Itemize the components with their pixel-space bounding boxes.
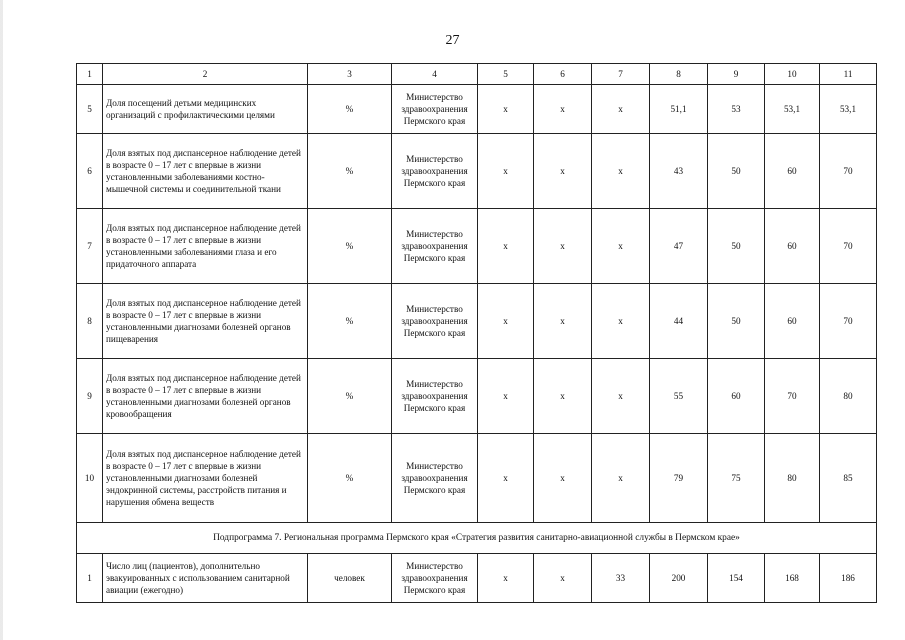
value-cell: 70 <box>765 359 820 434</box>
value-cell: х <box>534 554 592 603</box>
value-cell: 186 <box>820 554 877 603</box>
unit-cell: % <box>308 434 392 523</box>
subprogram-row <box>77 523 877 554</box>
value-cell: 85 <box>820 434 877 523</box>
page-number: 27 <box>445 33 460 48</box>
unit-cell: % <box>308 85 392 134</box>
org-cell: Министерство здравоохранения Пермского края <box>392 85 478 134</box>
row-number: 1 <box>77 554 103 603</box>
header-cell: 8 <box>650 64 708 85</box>
header-cell: 2 <box>103 64 308 85</box>
value-cell: х <box>534 284 592 359</box>
indicator-name: Доля взятых под диспансерное наблюдение детей в возрасте 0 – 17 лет с впервые в жизни установленными диагнозами болезней органов пищеварения <box>103 284 308 359</box>
indicator-name: Доля взятых под диспансерное наблюдение детей в возрасте 0 – 17 лет с впервые в жизни установленными диагнозами болезней эндокринной системы, расстройств питания и нарушения обмена веществ <box>103 434 308 523</box>
value-cell: х <box>478 85 534 134</box>
org-cell: Министерство здравоохранения Пермского края <box>392 284 478 359</box>
value-cell: х <box>592 209 650 284</box>
value-cell: 80 <box>765 434 820 523</box>
unit-cell: % <box>308 284 392 359</box>
value-cell: х <box>534 209 592 284</box>
value-cell: х <box>534 434 592 523</box>
value-cell: 60 <box>708 359 765 434</box>
row-number: 7 <box>77 209 103 284</box>
value-cell: 70 <box>820 134 877 209</box>
header-cell: 10 <box>765 64 820 85</box>
value-cell: 70 <box>820 284 877 359</box>
table-row <box>77 359 877 434</box>
value-cell: х <box>592 434 650 523</box>
indicator-name: Доля взятых под диспансерное наблюдение детей в возрасте 0 – 17 лет с впервые в жизни установленными заболеваниями глаза и его придаточного аппарата <box>103 209 308 284</box>
row-number: 6 <box>77 134 103 209</box>
value-cell: 70 <box>820 209 877 284</box>
table-row <box>77 209 877 284</box>
value-cell: х <box>478 554 534 603</box>
value-cell: х <box>478 209 534 284</box>
header-cell: 4 <box>392 64 478 85</box>
value-cell: 60 <box>765 134 820 209</box>
indicator-name: Доля взятых под диспансерное наблюдение детей в возрасте 0 – 17 лет с впервые в жизни установленными диагнозами болезней органов кровообращения <box>103 359 308 434</box>
value-cell: х <box>592 359 650 434</box>
value-cell: х <box>478 434 534 523</box>
value-cell: 60 <box>765 284 820 359</box>
value-cell: х <box>592 284 650 359</box>
unit-cell: % <box>308 209 392 284</box>
value-cell: х <box>534 85 592 134</box>
table-row <box>77 284 877 359</box>
value-cell: 60 <box>765 209 820 284</box>
value-cell: 75 <box>708 434 765 523</box>
indicator-name: Доля посещений детьми медицинских организаций с профилактическими целями <box>103 85 308 134</box>
org-cell: Министерство здравоохранения Пермского края <box>392 554 478 603</box>
unit-cell: человек <box>308 554 392 603</box>
value-cell: 47 <box>650 209 708 284</box>
row-number: 5 <box>77 85 103 134</box>
row-number: 8 <box>77 284 103 359</box>
value-cell: х <box>592 85 650 134</box>
unit-cell: % <box>308 359 392 434</box>
header-cell: 1 <box>77 64 103 85</box>
value-cell: 50 <box>708 134 765 209</box>
value-cell: х <box>534 134 592 209</box>
value-cell: 50 <box>708 284 765 359</box>
org-cell: Министерство здравоохранения Пермского края <box>392 434 478 523</box>
row-number: 9 <box>77 359 103 434</box>
value-cell: х <box>478 134 534 209</box>
value-cell: х <box>592 134 650 209</box>
header-cell: 9 <box>708 64 765 85</box>
header-cell: 7 <box>592 64 650 85</box>
value-cell: 43 <box>650 134 708 209</box>
value-cell: 53,1 <box>820 85 877 134</box>
value-cell: 154 <box>708 554 765 603</box>
org-cell: Министерство здравоохранения Пермского края <box>392 359 478 434</box>
value-cell: 44 <box>650 284 708 359</box>
indicators-table <box>76 63 877 603</box>
subprogram-title: Подпрограмма 7. Региональная программа Пермского края «Стратегия развития санитарно-авиационной службы в Пермском крае» <box>77 523 877 554</box>
value-cell: 200 <box>650 554 708 603</box>
header-cell: 3 <box>308 64 392 85</box>
value-cell: 53,1 <box>765 85 820 134</box>
table-row <box>77 134 877 209</box>
value-cell: 80 <box>820 359 877 434</box>
value-cell: х <box>478 359 534 434</box>
value-cell: 53 <box>708 85 765 134</box>
unit-cell: % <box>308 134 392 209</box>
row-number: 10 <box>77 434 103 523</box>
value-cell: х <box>534 359 592 434</box>
value-cell: 55 <box>650 359 708 434</box>
table-row <box>77 434 877 523</box>
value-cell: 79 <box>650 434 708 523</box>
value-cell: х <box>478 284 534 359</box>
table-row <box>77 554 877 603</box>
scan-edge <box>0 0 3 640</box>
value-cell: 33 <box>592 554 650 603</box>
value-cell: 51,1 <box>650 85 708 134</box>
table-row <box>77 85 877 134</box>
org-cell: Министерство здравоохранения Пермского края <box>392 134 478 209</box>
value-cell: 168 <box>765 554 820 603</box>
header-cell: 5 <box>478 64 534 85</box>
header-cell: 11 <box>820 64 877 85</box>
indicator-name: Число лиц (пациентов), дополнительно эвакуированных с использованием санитарной авиации (ежегодно) <box>103 554 308 603</box>
indicator-name: Доля взятых под диспансерное наблюдение детей в возрасте 0 – 17 лет с впервые в жизни установленными заболеваниями костно-мышечной системы и соединительной ткани <box>103 134 308 209</box>
table-header-row <box>77 64 877 85</box>
value-cell: 50 <box>708 209 765 284</box>
org-cell: Министерство здравоохранения Пермского края <box>392 209 478 284</box>
header-cell: 6 <box>534 64 592 85</box>
